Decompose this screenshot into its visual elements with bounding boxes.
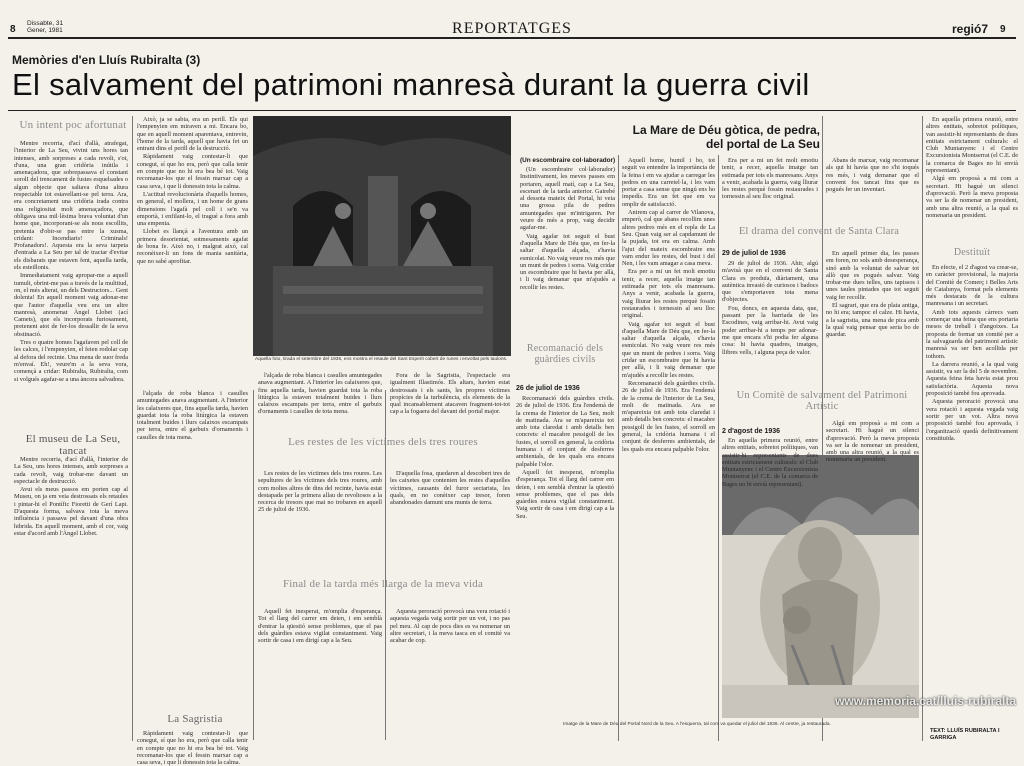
section-title: REPORTATGES xyxy=(452,20,572,37)
statue-caption: Imatge de la Mare de Déu del Portal Nord de la Seu. A l'esquerra, tal com va quedar el juliol del 1936. Al centre, ja restaurada. xyxy=(563,722,831,727)
page-number-right: 9 xyxy=(1000,24,1006,35)
body-paragraph: Abans de marxar, vaig recomanar als qui hi havia que no s'hi toqués res més, i vaig demanar que el convent fos tancat fins que es pogués fer un inventari. xyxy=(826,157,919,194)
body-column-2c xyxy=(137,730,248,766)
body-paragraph: Llobet es llançà a l'aventura amb un primera desorientat, sotmesaments agafat de bona fe. Això no, i malgrat això, cal reconèixer-li un fons de mania sanitària, que no sabé aprofitar. xyxy=(137,228,248,265)
body-paragraph: En aquella primera reunió, entre altres entitats, sobretot polítiques, van assistir-hi representants de dues entitats estrictament culturals: el Club Muntanyenc i el Centre Excursionista Montserrat (el C.E. de la comarca de Bages no hi envià representant). xyxy=(722,437,818,488)
interior-photo-image xyxy=(253,116,511,356)
body-paragraph: L'actitud revolucionària d'aquells homes, en general, el mollera, i un home de grans dimensions l'agafà pel coll i se'n va emportà, i enfilant-lo, el tragué a fora amb una empenta. xyxy=(137,190,248,228)
body-column-10 xyxy=(926,116,1018,241)
subhead-escombrador: (Un escombraire col·laborador) xyxy=(520,157,616,164)
body-paragraph: Fora de la Sagristia, l'espectacle era igualment Illastimós. Els altars, havien estat destrossats i els sants, les propres víctimes propícies de la turbulència, els elements de la qual incansablement atacaven fragment-tot-tot cap a la fogaera del davant del portal major. xyxy=(390,372,510,416)
body-paragraph: Vaig agafar tot seguit el bust d'aquella Mare de Déu que, en fer-la saltar d'aquella alçada, s'havia esmicolat. No vaig veure res més que un munt de pedres i sorra. Vaig cridar un escombraire que hi havia per allà, i li vaig demanar que m'ajudés a recollir les restes. xyxy=(622,320,715,379)
subhead-recomanacio: Recomanació dels guàrdies civils xyxy=(526,343,604,365)
date-29-juliol: 29 de juliol de 1936 xyxy=(722,250,786,257)
subhead-museu: El museu de La Seu, tancat xyxy=(25,433,121,457)
body-column-7 xyxy=(622,157,715,740)
subhead-final: Final de la tarda més llarga de la meva vida xyxy=(282,578,484,590)
subhead-restes: Les restes de les víctimes dels tres roures xyxy=(288,436,478,448)
date-2-agost: 2 d'agost de 1936 xyxy=(722,428,781,435)
body-paragraph: La darrera reunió, a la qual vaig assistir, va ser la del 5 de novembre. Aquesta feina feta havia estat prou satisfactòria. Aquesta nova proposició tambè fou aprovada. xyxy=(926,360,1018,398)
body-paragraph: Era per a mi un fet molt emotiu tenir, a recer, aquella imatge tan estimada per tots els manresans. Anys a venir, acabada la guerra, vaig lliurar les restes perquè fossin restaurades i tornessin al seu lloc original. xyxy=(622,268,715,320)
body-column-4a xyxy=(390,372,510,432)
photo-interior-la-seu xyxy=(253,116,511,356)
body-column-2 xyxy=(137,116,248,386)
body-paragraph: El sagrari, que era de plata antiga, no hi era; tampoc el calze. Hi havia, a la sagristia, una mena de pica amb la qual vaig pensar que seria bo de guardar. xyxy=(826,302,919,339)
date-line-2: Gener, 1981 xyxy=(27,27,63,34)
body-paragraph: Aquell home, humil i bo, tot seguit va entendre la importància de la feina i em va ajudar a carregar les pedres en una carretel·la, i les vam portar a casa sense que ningú ens ho impedís. Era un fet que em va omplir de satisfacció. xyxy=(622,157,715,208)
body-column-3c xyxy=(258,608,382,740)
body-column-4c xyxy=(390,608,510,740)
body-column-5 xyxy=(516,395,614,740)
body-paragraph: Immediatament vaig apropar-me a aquell tumult, obrint-me pas a través de la multitud, on, el més alterat, un dels Destructors... Gent dolenta! En aquell moment vaig adonar-me que l'autor d'aquella veu era un altre manresà, anomenat Àngel Llobet (ací Camets), que els incorporats furiosament, pretenent atot de fer-los dessallir de la seva obstinació. xyxy=(14,272,128,338)
body-paragraph: En aquella primera reunió, entre altres entitats, sobretot polítiques, van assistir-hi representants de dues entitats estrictament culturals: el Club Muntanyenc i el Centre Excursionista Montserrat (el C.E. de la comarca de Bages no hi envià representant). xyxy=(926,116,1018,175)
subhead-drama: El drama del convent de Santa Clara xyxy=(738,226,900,237)
subhead-comite: Un Comitè de salvament del Patrimoni Artístic xyxy=(736,390,908,412)
body-paragraph: D'aquella fosa, quedaren al descobert tres de les caixetes que contenien les restes d'aquelles víctimes, causants del furor sectarista, les quals, en no conèixer cap tresor, foren abandonades damunt uns munts de terra. xyxy=(390,470,510,507)
body-column-1 xyxy=(14,140,128,427)
body-column-3a xyxy=(258,372,382,432)
body-column-4b xyxy=(390,470,510,570)
page-number-left: 8 xyxy=(10,24,16,35)
series-title: Memòries d'en Lluís Rubiralta (3) xyxy=(12,53,201,67)
header-rule xyxy=(8,37,1016,39)
body-paragraph: l'alçada de roba blanca i casulles amuntegades anava augmentant. A l'interior les calaixeres que, fins aquella tarda, havien guardat tota la roba litúrgica la estaven totalment buides i llurs calaixos escampats per terra, entre el garbuix d'ornaments i casulles de tota mena. xyxy=(258,372,382,416)
body-column-2b xyxy=(137,390,248,745)
mare-de-deu-title-line-1: La Mare de Déu gòtica, de pedra, xyxy=(632,123,820,137)
column-divider xyxy=(132,116,133,741)
author-signature: TEXT: LLUÍS RUBIRALTA I GARRIGA xyxy=(930,728,1000,741)
body-paragraph: (Un escombraire col·laborador) Instintivament, les meves passes em portaren, aquell matí, cap a La Seu, escenari de la tarda anterior. Gairebé al dessota mateix del Portal, hi veia una grossa pila de pedres amuntegades que m'intrigaren. Per veure de més a prop, vaig decidir agafar-me. xyxy=(520,166,615,232)
column-divider xyxy=(618,155,619,741)
body-paragraph: Recomanació dels guàrdies civils. 26 de juliol de 1936. Era l'endemà de la crema de l'interior de La Seu, molt de matinada. Ara se m'apareixia tot amb tota claredat i amb detalls ben concrets: el macabre pessigoll de les fustes, el sorroll en general, la cridòria humana i el conjunt de desferres ambientals, de les quals era encara palpable l'olor. xyxy=(622,379,715,453)
headline: El salvament del patrimoni manresà durant la guerra civil xyxy=(12,67,810,102)
body-paragraph: Era per a mi un fet molt emotiu tenir, a recer, aquella imatge tan estimada per tots els manresans. Anys a venir, acabada la guerra, vaig lliurar les restes perquè fossin restaurades i tornessin al seu lloc original. xyxy=(722,157,818,201)
body-paragraph: Algú em proposà a mi com a secretari. Hi haguè un silenci d'aprovació. Però la meva proposta va ser la de nomenar un president, amb una altra reunió, a la qual es nomenaria un president. xyxy=(926,175,1018,219)
subhead-destituit: Destituït xyxy=(953,247,991,258)
body-column-8-top xyxy=(722,157,818,223)
body-column-9b xyxy=(826,250,919,385)
body-paragraph: Algú em proposà a mi com a secretari. Hi haguè un silenci d'aprovació. Però la meva proposta va ser la de nomenar un president, amb una altra reunió, a la qual es nomenaria un president. xyxy=(826,420,919,464)
body-paragraph: Ràpidament vaig contestar-li que conegut, sí que ho era, però que calla tenir en compte que no hi era bea bé tot. Vaig recomanar-los que el fessin marxar cap a casa seva, i que li donessin tota la calma. xyxy=(137,153,248,190)
body-paragraph: Tres o quatre homes l'agafaven pel coll de les calces, i l'empenyien, el feien rodolar cap al defora del recinte. Una mena de suor freda m'envaí. Eh!, veure'm a la seva vora, començà a cridar: Rubiralta, Rubiralta, com si volgués agafar-se a una àncora salvadora. xyxy=(14,339,128,383)
body-paragraph: Ràpidament vaig contestar-li que conegut, sí que ho era, però que calla tenir en compte que no hi era bea bé tot. Vaig recomanar-los que el fessin marxar cap a casa seva, i que li donessin tota la calma. xyxy=(137,730,248,766)
body-paragraph: Les restes de les víctimes dels tres roures. Les sepultures de les víctimes dels tres roures, amb com moltes altres de dins del recinte, havia estat destapada per la primera allau de revoltosos a la recerca de tresors que mai no trobaren en aquell 25 de juliol de 1936. xyxy=(258,470,382,514)
body-paragraph: Amb tots aquests càrrecs vam començar una feina que ens portaria mesos de treball i d'angoixes. La proposta de formar un comitè per a la salvaguarda del patrimoni artístic manresà va ser ben acollida per tothom. xyxy=(926,308,1018,360)
statue-photo-image xyxy=(722,455,919,718)
body-column-1b xyxy=(14,456,128,740)
body-paragraph: Aquesta peroració provocà una vera rotació i aquesta vegada vaig sortir per un vot. Altra nova proposició tambè fou aprovada, i l'organització quedà definitivament constituïda. xyxy=(926,398,1018,442)
date-line-1: Dissabte, 31 xyxy=(27,20,64,27)
date-26-juliol: 26 de juliol de 1936 xyxy=(516,385,580,392)
body-paragraph: Avui els meus passos em porten cap al Museu, on ja em veia destrossats els retaules i pintar-hi el Pontífic Fioretti de Gerí Lapi. D'aquesta forma, salvava tota la meva influència i passava pel davant d'una obra hibrida. En aquell moment, amb el cor, vaig estar d'acord amb l'Àngel Llobet. xyxy=(14,486,128,537)
brand-logo: regió7 xyxy=(952,22,989,36)
body-paragraph: Això, ja se sabia, era un perill. Els qui l'empenyien em miraven a mi. Encara bo, que en aquell moment aparentava, entrevin, l'home de la tarda, aquell que havia fet un entrant dins el perill de la destrucció. xyxy=(137,116,248,153)
column-divider xyxy=(922,116,923,741)
body-paragraph: Aquell fet inesperat, m'omplia d'esperança. Tot el llarg del carrer em deien, i em semblà d'entrar la qüestió sense problemes, que el pas dels guàrdies estava vigilat constantment. Vaig sortir de casa i em dirigí cap a la Seu. xyxy=(258,608,382,645)
photo-mare-de-deu-statue xyxy=(722,455,919,718)
body-paragraph: Aquell fet inesperat, m'omplia d'esperança. Tot el llarg del carrer em deien, i em semblà d'entrar la qüestió sense problemes, que el pas dels guàrdies estava vigilat constantment. Vaig sortir de casa i em dirigí cap a la Seu. xyxy=(516,468,614,520)
body-paragraph: Fou, doncs, en aquesta data, que, passant per la barriada de les Escodines, vaig arribar-hi. Avui vaig poder arribar-hi a temps per adonar-me que encara s'hi podia fer alguna cosa: hi havia quadres, imatges, llibres vells, i alguna peça de valor. xyxy=(722,304,818,356)
body-paragraph: l'alçada de roba blanca i casulles amuntegades anava augmentant. A l'interior les calaixeres que, fins aquella tarda, havien guardat tota la roba litúrgica la estaven totalment buides i llurs calaixos escampats per terra, entre el garbuix d'ornaments i casulles de tota mena. xyxy=(137,390,248,441)
body-paragraph: 29 de juliol de 1936. Ahir, algú m'avisà que en el convent de Santa Clara es produïa, diàriament, una autèntica invasió de curiosos i badocs que s'emportaven tota mena d'objectes. xyxy=(722,260,818,304)
body-column-8 xyxy=(722,260,818,385)
website-watermark: www.memoria.cat/lluis-rubiralta xyxy=(835,694,1016,708)
body-column-9 xyxy=(826,157,919,223)
subhead-sagristia: La Sagristia xyxy=(167,713,223,725)
mare-de-deu-title-line-2: del portal de La Seu xyxy=(705,137,820,151)
body-column-3b xyxy=(258,470,382,570)
body-column-9c xyxy=(826,420,919,464)
body-paragraph: En aquell primer dia, les passes em foren, no sols amb desesperança, sinó amb la voluntat de salvar tot allò que es pogués salvar. Vaig trobar-me dues telles, uns tapissos i unes taules pintades que tot seguit vaig fer recollir. xyxy=(826,250,919,301)
column-divider xyxy=(253,390,254,740)
body-column-10b xyxy=(926,264,1018,704)
body-column-8b xyxy=(722,437,818,488)
body-paragraph: Vaig agafar tot seguit el bust d'aquella Mare de Déu que, en fer-la saltar d'aquella alçada, s'havia esmicolat. No vaig veure res més que un munt de pedres i sorra. Vaig cridar un escombraire que hi havia per allà, i li vaig demanar que m'ajudés a recollir les restes. xyxy=(520,232,615,291)
issue-date xyxy=(27,20,63,34)
body-paragraph: Aquesta peroració provocà una vera rotació i aquesta vegada vaig sortir per un vot, i no pas pel meu. Al cap de pocs dies es va nomenar un altre secretari, i la meva tasca en el comitè va acabar de cop. xyxy=(390,608,510,645)
body-paragraph: Anirem cap al carrer de Vilanova, emperò, cal que abans recollim unes altres pedres més en el repla de La Seu. Quan vaig ser al capdamunt de la pujada, tot era en calma. Amb l'ajut del mateix escombraire ens vam endur les restes, del bust i del Nen, i les vam amagar a casa meva. xyxy=(622,209,715,268)
column-divider xyxy=(718,155,719,741)
top-photo-caption: Aquella foto, tirada el setembre del 1936, ens mostra el retaule del Sant Esperit cobert de runes i envoltat pels taulons. xyxy=(255,357,508,362)
headline-rule xyxy=(8,110,1016,111)
body-column-6 xyxy=(520,166,615,342)
body-paragraph: En efecte, el 2 d'agost va crear-se, en caràcter provisional, la majoria del Comitè de Comerç i Belles Arts de Catalunya, format pels elements més destacats de la cultura manresana i un secretari. xyxy=(926,264,1018,308)
subhead-intent: Un intent poc afortunat xyxy=(19,119,127,131)
body-paragraph: Recomanació dels guàrdies civils. 26 de juliol de 1936. Era l'endemà de la crema de l'interior de La Seu, molt de matinada. Ara se m'apareixia tot amb tota claredat i amb detalls ben concrets: el macabre pessigoll de les fustes, el sorroll en general, la cridòria humana i el conjunt de desferres ambientals, de les quals era encara palpable l'olor. xyxy=(516,395,614,468)
body-paragraph: Mentre recorria, d'ací d'allà, l'interior de La Seu, uns hores intenses, amb sorpreses a cada revolt, vaig trobar-me davant un espectacle de destrucció. xyxy=(14,456,128,485)
body-paragraph: Mentre recorria, d'ací d'allà, atrafegat, l'interior de La Seu, vivint uns hores tan intenses, amb sorpreses a cada revolt, s'ot, d'una, una gran cridòria inútila i amenaçadora, que sobrepassava el constant sorolI del trencament de fustes esquelsades o algun objecte que saltava d'una altura respectable tot estavellant-se pel terra. Ara, era concretament una cridòria irada contra una religiositat molt amenaçadora, que obligava una mil·lèsima brava voluntat d'un home que, incorporant-se als nous escollits, pretenia d'obir-se pas entre la xusma, cridant: Incendiaris! Criminals! Profanadors!. Aquesta era la seva tarpeta d'entrada a La Seu per tal de tractar d'evitar els disbarats que estaven fent, aquella tarda, els esteillonis. xyxy=(14,140,128,272)
